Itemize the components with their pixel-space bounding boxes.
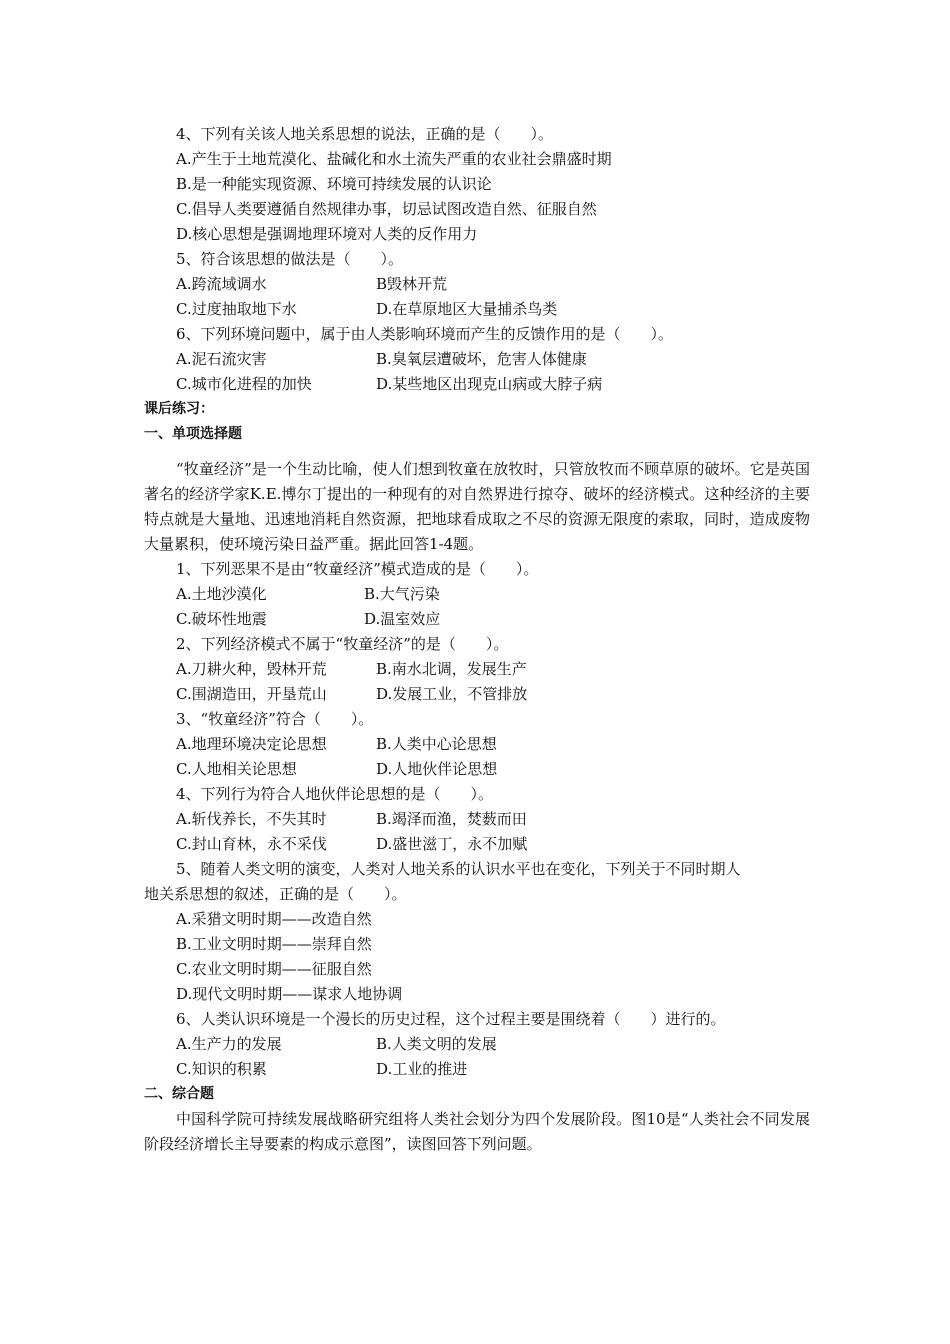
option: B.工业文明时期——崇拜自然 <box>176 935 372 953</box>
option: D.温室效应 <box>364 610 441 628</box>
option: D.某些地区出现克山病或大脖子病 <box>376 375 603 393</box>
option: C.过度抽取地下水 <box>176 300 297 318</box>
option-row <box>144 657 810 682</box>
option: D.在草原地区大量捕杀鸟类 <box>376 300 558 318</box>
section-heading: 二、综合题 <box>144 1086 214 1102</box>
option: D.人地伙伴论思想 <box>376 760 498 778</box>
option: A.泥石流灾害 <box>176 350 267 368</box>
option: D.发展工业，不管排放 <box>376 685 528 703</box>
question-stem: 2、下列经济模式不属于“牧童经济”的是（ ）。 <box>176 635 509 653</box>
option: C.知识的积累 <box>176 1060 267 1078</box>
option: A.生产力的发展 <box>176 1035 282 1053</box>
option-row <box>144 807 810 832</box>
question-stem: 6、下列环境问题中，属于由人类影响环境而产生的反馈作用的是（ ）。 <box>176 325 674 343</box>
option: B毁林开荒 <box>376 275 448 293</box>
option: B.人类中心论思想 <box>376 735 497 753</box>
option: B.是一种能实现资源、环境可持续发展的认识论 <box>176 175 492 193</box>
option-row <box>144 1057 810 1082</box>
option: A.地理环境决定论思想 <box>176 735 327 753</box>
passage: “牧童经济”是一个生动比喻，使人们想到牧童在放牧时，只管放牧而不顾草原的破坏。它是英国著名的经济学家K.E.博尔丁提出的一种现有的对自然界进行掠夺、破坏的经济模式。这种经济的主要特点就是大量地、迅速地消耗自然资源，把地球看成取之不尽的资源无限度的索取，同时，造成废物大量累积，使环境污染日益严重。据此回答1-4题。 <box>144 460 810 553</box>
option-row <box>144 832 810 857</box>
option: B.大气污染 <box>364 585 440 603</box>
passage: 中国科学院可持续发展战略研究组将人类社会划分为四个发展阶段。图10是“人类社会不同发展阶段经济增长主导要素的构成示意图”，读图回答下列问题。 <box>144 1110 810 1153</box>
option: C.封山育林，永不采伐 <box>176 835 327 853</box>
option: D.现代文明时期——谋求人地协调 <box>176 985 403 1003</box>
option: B.南水北调，发展生产 <box>376 660 527 678</box>
question-stem: 6、人类认识环境是一个漫长的历史过程，这个过程主要是围绕着（ ）进行的。 <box>176 1010 726 1028</box>
option: D.盛世滋丁，永不加赋 <box>376 835 528 853</box>
question-stem: 3、“牧童经济”符合（ ）。 <box>176 710 374 728</box>
option: B.人类文明的发展 <box>376 1035 497 1053</box>
option-row <box>144 757 810 782</box>
question-stem: 4、下列行为符合人地伙伴论思想的是（ ）。 <box>176 785 494 803</box>
document-body <box>144 122 810 1157</box>
option: A.产生于土地荒漠化、盐碱化和水土流失严重的农业社会鼎盛时期 <box>176 150 612 168</box>
option: C.农业文明时期——征服自然 <box>176 960 372 978</box>
option: C.围湖造田，开垦荒山 <box>176 685 327 703</box>
option-row <box>144 297 810 322</box>
option: C.破坏性地震 <box>176 610 267 628</box>
question-stem: 4、下列有关该人地关系思想的说法，正确的是（ ）。 <box>176 125 554 143</box>
option-row <box>144 732 810 757</box>
option: A.跨流域调水 <box>176 275 267 293</box>
option-row <box>144 607 810 632</box>
option: B.臭氧层遭破坏，危害人体健康 <box>376 350 587 368</box>
option: A.采猎文明时期——改造自然 <box>176 910 372 928</box>
option-row <box>144 372 810 397</box>
option-row <box>144 682 810 707</box>
question-stem: 1、下列恶果不是由“牧童经济”模式造成的是（ ）。 <box>176 560 539 578</box>
homework-heading: 课后练习： <box>144 401 214 417</box>
option-row <box>144 1032 810 1057</box>
option-row <box>144 272 810 297</box>
option: D.工业的推进 <box>376 1060 468 1078</box>
question-stem: 5、随着人类文明的演变，人类对人地关系的认识水平也在变化，下列关于不同时期人 <box>176 860 741 878</box>
option: C.城市化进程的加快 <box>176 375 312 393</box>
option: C.人地相关论思想 <box>176 760 297 778</box>
question-stem-continued: 地关系思想的叙述，正确的是（ ）。 <box>144 885 407 903</box>
option: A.土地沙漠化 <box>176 585 267 603</box>
option: A.刀耕火种，毁林开荒 <box>176 660 327 678</box>
option-row <box>144 347 810 372</box>
section-heading: 一、单项选择题 <box>144 426 242 442</box>
question-stem: 5、符合该思想的做法是（ ）。 <box>176 250 404 268</box>
option: C.倡导人类要遵循自然规律办事，切忌试图改造自然、征服自然 <box>176 200 597 218</box>
option-row <box>144 582 810 607</box>
option: A.斩伐养长，不失其时 <box>176 810 327 828</box>
option: B.竭泽而渔，焚薮而田 <box>376 810 527 828</box>
option: D.核心思想是强调地理环境对人类的反作用力 <box>176 225 478 243</box>
